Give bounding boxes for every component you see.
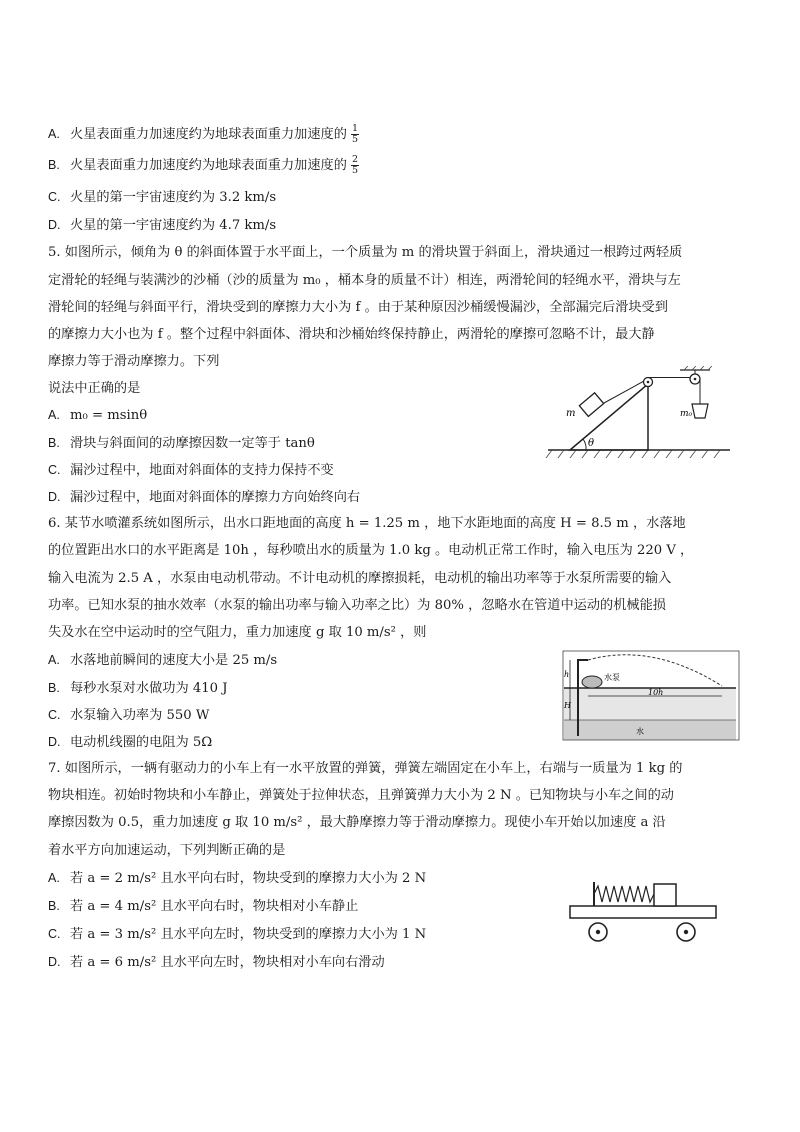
option-label: D. xyxy=(48,735,61,749)
q5-stem-line: 定滑轮的轻绳与装满沙的沙桶（沙的质量为 m₀ ，桶本身的质量不计）相连，两滑轮间的轻绳水平，滑块与左 xyxy=(48,273,681,288)
option-text: 每秒水泵对水做功为 410 J xyxy=(70,681,228,696)
q5-option-a xyxy=(48,406,147,425)
ground-hatch xyxy=(546,450,720,458)
q7-option-d xyxy=(48,953,385,972)
groundwater xyxy=(564,720,736,740)
option-text: 漏沙过程中，地面对斜面体的摩擦力方向始终向右 xyxy=(70,490,361,505)
option-text: 火星表面重力加速度约为地球表面重力加速度的 xyxy=(70,127,347,142)
q6-option-b xyxy=(48,679,228,698)
option-text: 火星的第一宇宙速度约为 4.7 km/s xyxy=(70,218,277,233)
option-label: A. xyxy=(48,408,60,422)
q5-option-c xyxy=(48,461,334,480)
H-label: H xyxy=(564,701,571,710)
option-label: D. xyxy=(48,218,61,232)
irrigation-figure xyxy=(562,650,740,742)
slider-block xyxy=(579,393,603,417)
option-text: 电动机线圈的电阻为 5Ω xyxy=(70,735,213,750)
option-text: m₀ = msinθ xyxy=(70,408,148,423)
cart-body xyxy=(570,906,716,918)
spring xyxy=(594,886,654,902)
m0-label: m₀ xyxy=(680,409,693,419)
q4-option-c xyxy=(48,188,276,207)
q5-stem-line: 5. 如图所示，倾角为 θ 的斜面体置于水平面上，一个质量为 m 的滑块置于斜面上，滑块通过一根跨过两轻质 xyxy=(48,245,683,260)
option-label: D. xyxy=(48,955,61,969)
option-label: C. xyxy=(48,190,61,204)
option-label: B. xyxy=(48,681,60,695)
pump-body xyxy=(582,676,602,688)
q5-stem-line: 摩擦力等于滑动摩擦力。下列 xyxy=(48,354,220,369)
option-text: 水泵输入功率为 550 W xyxy=(70,708,210,723)
option-label: B. xyxy=(48,899,60,913)
q4-option-b xyxy=(48,155,359,176)
q4-option-d xyxy=(48,216,276,235)
q7-stem-line: 7. 如图所示，一辆有驱动力的小车上有一水平放置的弹簧，弹簧左端固定在小车上，右端与一质量为 1 kg 的 xyxy=(48,761,683,776)
option-label: D. xyxy=(48,490,61,504)
dist-label: 10h xyxy=(648,688,664,697)
q5-option-d xyxy=(48,488,360,507)
q7-stem-line: 物块相连。初始时物块和小车静止，弹簧处于拉伸状态，且弹簧弹力大小为 2 N 。已知物块与小车之间的动 xyxy=(48,788,674,803)
q5-option-b xyxy=(48,434,315,453)
sand-bucket xyxy=(692,404,708,418)
q6-stem-line: 失及水在空中运动时的空气阻力，重力加速度 g 取 10 m/s² ，则 xyxy=(48,625,427,640)
cart-spring-figure xyxy=(568,878,718,948)
q6-option-c xyxy=(48,706,209,725)
q6-option-d xyxy=(48,733,212,752)
q5-stem-line: 滑轮间的轻绳与斜面平行，滑块受到的摩擦力大小为 f 。由于某种原因沙桶缓慢漏沙，全部漏完后滑块受到 xyxy=(48,300,668,315)
option-label: B. xyxy=(48,436,60,450)
incline xyxy=(570,384,648,450)
q7-option-b xyxy=(48,897,358,916)
option-text: 水落地前瞬间的速度大小是 25 m/s xyxy=(70,653,278,668)
option-label: C. xyxy=(48,708,61,722)
q6-stem-line: 输入电流为 2.5 A ，水泵由电动机带动。不计电动机的摩擦损耗，电动机的输出功率等于水泵所需要的输入 xyxy=(48,571,672,586)
option-text: 若 a = 2 m/s² 且水平向右时，物块受到的摩擦力大小为 2 N xyxy=(70,871,427,886)
option-text: 火星表面重力加速度约为地球表面重力加速度的 xyxy=(70,158,347,173)
option-text: 若 a = 4 m/s² 且水平向右时，物块相对小车静止 xyxy=(70,899,359,914)
q7-stem-line: 着水平方向加速运动，下列判断正确的是 xyxy=(48,843,286,858)
q5-stem-line: 说法中正确的是 xyxy=(48,381,141,396)
option-label: C. xyxy=(48,927,61,941)
fraction: $\frac{1}{5}$ xyxy=(351,123,358,145)
water-label: 水 xyxy=(636,727,644,736)
option-label: A. xyxy=(48,871,60,885)
m-label: m xyxy=(566,408,576,419)
option-text: 滑块与斜面间的动摩擦因数一定等于 tanθ xyxy=(70,436,315,451)
q6-stem-line: 的位置距出水口的水平距离是 10h ，每秒喷出水的质量为 1.0 kg 。电动机正常工作时，输入电压为 220 V ， xyxy=(48,543,694,558)
fraction: $\frac{2}{5}$ xyxy=(351,154,358,176)
option-label: C. xyxy=(48,463,61,477)
pump-label: 水泵 xyxy=(604,673,620,682)
option-label: B. xyxy=(48,158,60,172)
option-label: A. xyxy=(48,653,60,667)
q7-option-c xyxy=(48,925,426,944)
option-text: 漏沙过程中，地面对斜面体的支持力保持不变 xyxy=(70,463,334,478)
incline-pulley-figure xyxy=(540,366,740,462)
q7-stem-line: 摩擦因数为 0.5，重力加速度 g 取 10 m/s² ，最大静摩擦力等于滑动摩擦力。现使小车开始以加速度 a 沿 xyxy=(48,815,666,830)
q6-stem-line: 功率。已知水泵的抽水效率（水泵的输出功率与输入功率之比）为 80% ，忽略水在管道中运动的机械能损 xyxy=(48,598,666,613)
option-label: A. xyxy=(48,127,60,141)
option-text: 若 a = 6 m/s² 且水平向左时，物块相对小车向右滑动 xyxy=(70,955,385,970)
q6-option-a xyxy=(48,651,277,670)
angle-arc xyxy=(583,439,586,450)
option-text: 若 a = 3 m/s² 且水平向左时，物块受到的摩擦力大小为 1 N xyxy=(70,927,427,942)
block xyxy=(654,884,676,906)
option-text: 火星的第一宇宙速度约为 3.2 km/s xyxy=(70,190,277,205)
q6-stem-line: 6. 某节水喷灌系统如图所示，出水口距地面的高度 h = 1.25 m ，地下水距地面的高度 H = 8.5 m ，水落地 xyxy=(48,516,686,531)
q4-option-a xyxy=(48,124,359,145)
theta-label: θ xyxy=(588,438,595,449)
q7-option-a xyxy=(48,869,426,888)
h-label: h xyxy=(564,670,570,679)
q5-stem-line: 的摩擦力大小也为 f 。整个过程中斜面体、滑块和沙桶始终保持静止，两滑轮的摩擦可忽略不计，最大静 xyxy=(48,327,655,342)
